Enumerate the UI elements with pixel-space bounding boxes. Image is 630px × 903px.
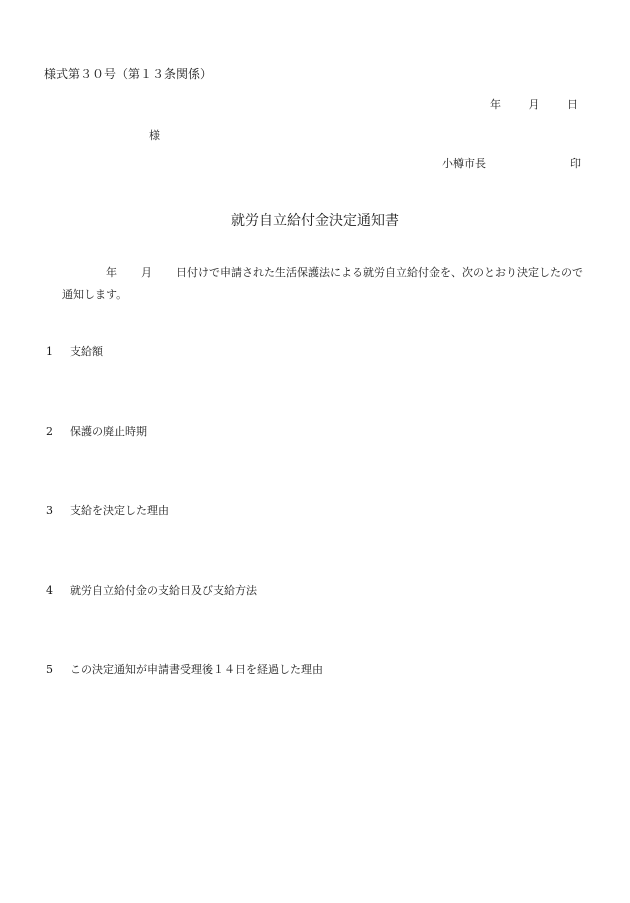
date-day-label: 日 [567, 98, 578, 111]
recipient-suffix: 様 [149, 129, 160, 142]
date-year-label: 年 [490, 98, 501, 111]
list-item [46, 425, 147, 439]
item-label: 支給額 [70, 345, 103, 358]
date-month-label: 月 [528, 98, 540, 111]
body-paragraph [48, 262, 590, 306]
body-year-label: 年 [106, 266, 117, 279]
item-number: 2 [46, 425, 53, 438]
document-title: 就労自立給付金決定通知書 [231, 213, 399, 229]
item-number: 4 [46, 584, 53, 597]
date-line [490, 98, 578, 112]
item-label: この決定通知が申請書受理後１４日を経過した理由 [70, 663, 323, 676]
issuer-name: 小樽市長 [442, 157, 486, 170]
body-month-label: 月 [141, 266, 152, 279]
item-number: 3 [46, 504, 53, 517]
item-label: 支給を決定した理由 [70, 504, 169, 517]
seal-mark: 印 [570, 157, 581, 170]
form-number: 様式第３０号（第１３条関係） [44, 67, 213, 81]
item-label: 保護の廃止時期 [70, 425, 147, 438]
list-item [46, 504, 169, 518]
item-number: 5 [46, 663, 53, 676]
item-label: 就労自立給付金の支給日及び支給方法 [70, 584, 257, 597]
body-text: 日付けで申請された生活保護法による就労自立給付金を、次のとおり決定したので通知します。 [62, 266, 583, 301]
list-item [46, 663, 323, 677]
list-item [46, 345, 103, 359]
list-item [46, 584, 257, 598]
item-number: 1 [46, 345, 53, 358]
